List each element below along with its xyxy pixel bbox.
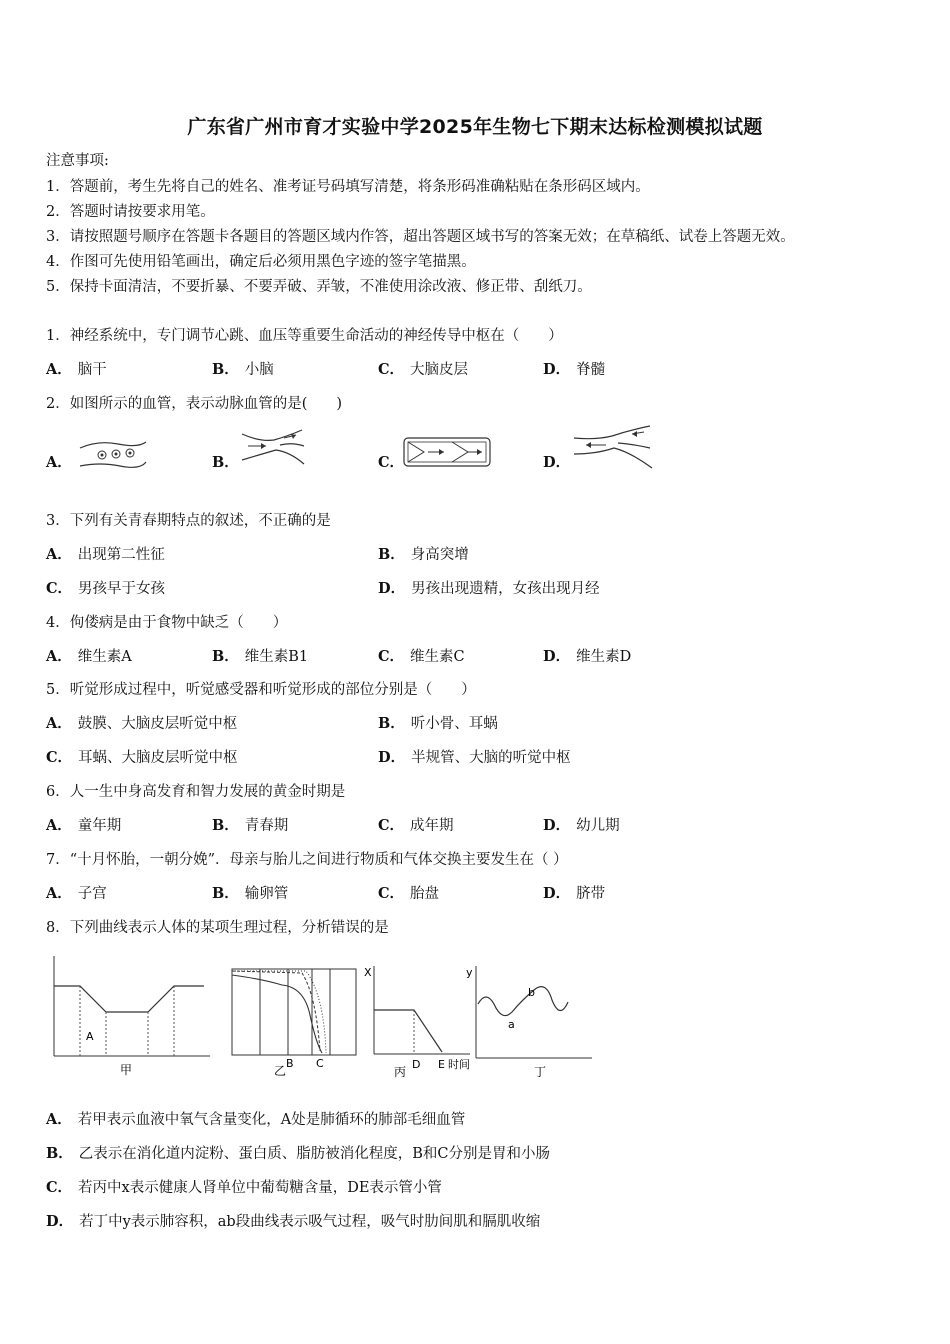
label-a: A — [86, 1030, 94, 1043]
option-d: D． 脐带 — [543, 885, 606, 902]
caption-bing: 丙 — [394, 1065, 407, 1079]
vessel-figure-d — [572, 424, 654, 470]
option-d: D． 若丁中y表示肺容积，ab段曲线表示吸气过程，吸气时肋间肌和膈肌收缩 — [46, 1213, 541, 1230]
question-stem: 8．下列曲线表示人体的某项生理过程，分析错误的是 — [46, 920, 389, 936]
label-time: 时间 — [448, 1058, 470, 1071]
option-a: A． 维生素A — [46, 648, 132, 665]
option-c: C． — [378, 454, 405, 471]
graph-bing — [362, 962, 474, 1082]
question-stem: 5．听觉形成过程中，听觉感受器和听觉形成的部位分别是（ ） — [46, 682, 476, 698]
graph-ding — [464, 960, 594, 1080]
question-stem: 2．如图所示的血管，表示动脉血管的是( ) — [46, 396, 343, 412]
label-d: D — [412, 1058, 421, 1071]
question-stem: 6．人一生中身高发育和智力发展的黄金时期是 — [46, 784, 346, 800]
notice-item: 5．保持卡面清洁，不要折暴、不要弄破、弄皱，不准使用涂改液、修正带、刮纸刀。 — [46, 279, 592, 295]
graph-yi — [212, 955, 362, 1081]
option-a: A． 童年期 — [46, 817, 122, 834]
label-e: E — [438, 1058, 445, 1071]
option-d: D． 脊髓 — [543, 361, 606, 378]
option-c: C． 维生素C — [378, 648, 465, 665]
graph-jia — [44, 952, 214, 1078]
vessel-figure-a — [78, 436, 148, 472]
notice-item: 4．作图可先使用铅笔画出，确定后必须用黑色字迹的签字笔描黑。 — [46, 254, 476, 270]
option-b: B． — [212, 454, 239, 471]
option-a: A． 若甲表示血液中氧气含量变化，A处是肺循环的肺部毛细血管 — [46, 1111, 466, 1128]
label-sb: b — [528, 986, 535, 999]
question-stem: 1．神经系统中，专门调节心跳、血压等重要生命活动的神经传导中枢在（ ） — [46, 328, 563, 344]
option-c: C． 大脑皮层 — [378, 361, 469, 378]
option-b: B． 身高突增 — [378, 546, 469, 563]
option-d: D． 幼儿期 — [543, 817, 620, 834]
option-a: A． 脑干 — [46, 361, 107, 378]
notice-item: 3．请按照题号顺序在答题卡各题目的答题区域内作答，超出答题区域书写的答案无效；在草稿纸、试卷上答题无效。 — [46, 229, 795, 245]
label-c: C — [316, 1057, 324, 1070]
caption-yi: 乙 — [274, 1064, 287, 1078]
option-d: D． 男孩出现遗精，女孩出现月经 — [378, 580, 600, 597]
vessel-figure-c — [402, 436, 494, 470]
question-stem: 7．“十月怀胎，一朝分娩”．母亲与胎儿之间进行物质和气体交换主要发生在（ ） — [46, 852, 568, 868]
option-c: C． 若丙中x表示健康人肾单位中葡萄糖含量，DE表示管小管 — [46, 1179, 442, 1196]
option-c: C． 成年期 — [378, 817, 454, 834]
label-x: X — [364, 966, 372, 979]
option-d: D． 维生素D — [543, 648, 632, 665]
label-b: B — [286, 1057, 294, 1070]
option-c: C． 胎盘 — [378, 885, 440, 902]
option-b: B． 乙表示在消化道内淀粉、蛋白质、脂肪被消化程度，B和C分别是胃和小肠 — [46, 1145, 551, 1162]
question-stem: 3．下列有关青春期特点的叙述，不正确的是 — [46, 513, 331, 529]
option-d: D． — [543, 454, 571, 471]
notice-item: 1．答题前，考生先将自己的姓名、准考证号码填写清楚，将条形码准确粘贴在条形码区域内。 — [46, 179, 650, 195]
notice-heading: 注意事项: — [46, 153, 109, 169]
option-c: C． 男孩早于女孩 — [46, 580, 166, 597]
notice-item: 2．答题时请按要求用笔。 — [46, 204, 215, 220]
caption-jia: 甲 — [120, 1063, 133, 1077]
vessel-figure-b — [240, 428, 308, 468]
option-b: B． 输卵管 — [212, 885, 289, 902]
page-title: 广东省广州市育才实验中学2025年生物七下期末达标检测模拟试题 — [187, 116, 763, 138]
option-a: A． — [46, 454, 72, 471]
label-y: y — [466, 966, 473, 979]
option-c: C． 耳蜗、大脑皮层听觉中枢 — [46, 749, 238, 766]
option-b: B． 小脑 — [212, 361, 274, 378]
option-b: B． 维生素B1 — [212, 648, 309, 665]
question-stem: 4．佝偻病是由于食物中缺乏（ ） — [46, 615, 288, 631]
option-a: A． 子宫 — [46, 885, 107, 902]
option-b: B． 青春期 — [212, 817, 289, 834]
option-a: A． 鼓膜、大脑皮层听觉中枢 — [46, 715, 238, 732]
option-b: B． 听小骨、耳蜗 — [378, 715, 498, 732]
label-sa: a — [508, 1018, 515, 1031]
option-a: A． 出现第二性征 — [46, 546, 165, 563]
caption-ding: 丁 — [534, 1065, 547, 1079]
option-d: D． 半规管、大脑的听觉中枢 — [378, 749, 571, 766]
